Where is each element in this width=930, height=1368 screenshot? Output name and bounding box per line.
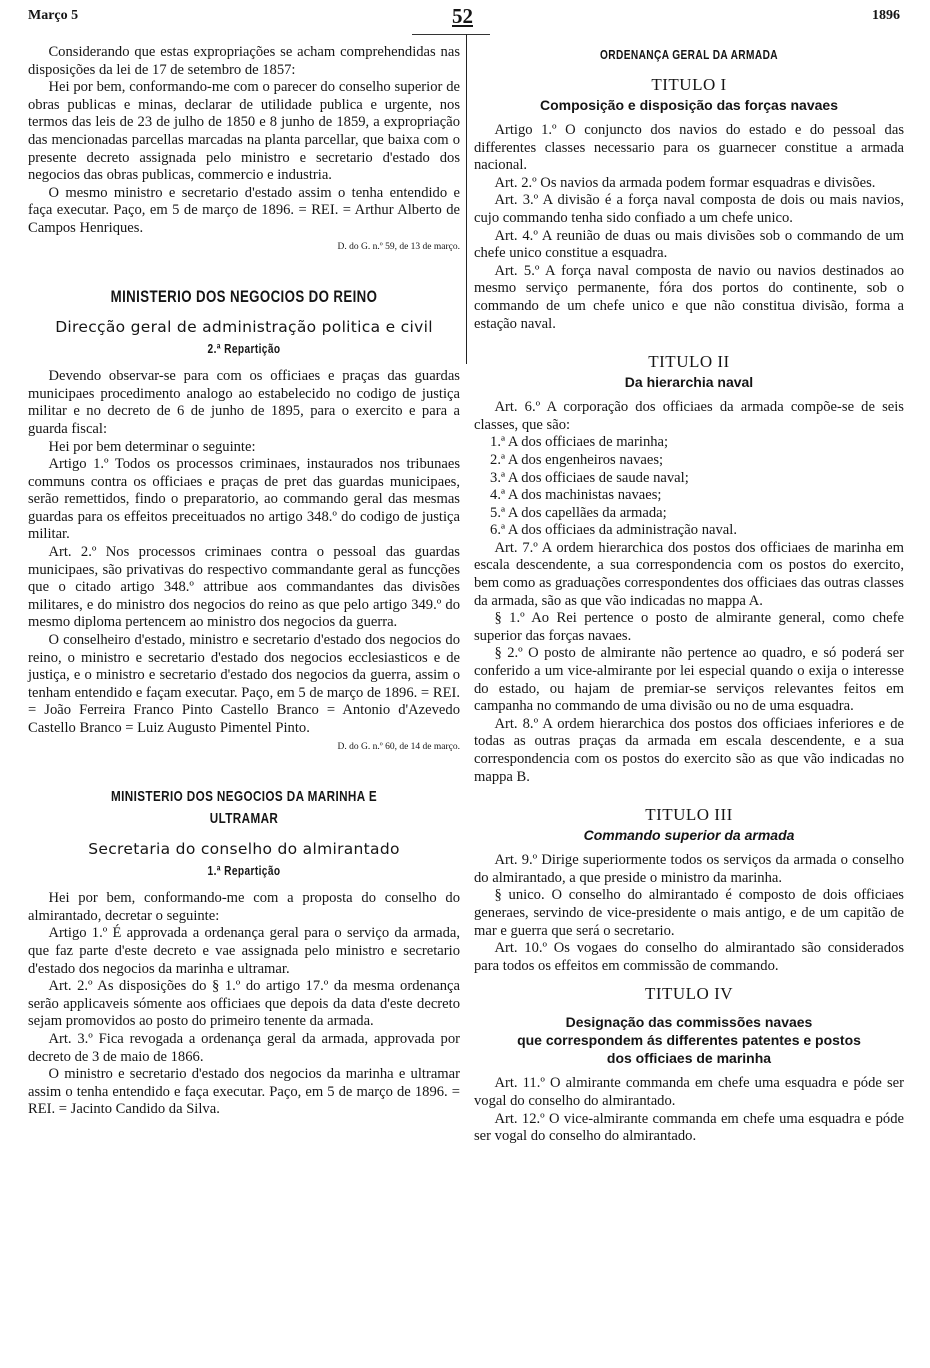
article: Art. 4.º A reunião de duas ou mais divisões sob o commando de um chefe unico constitue a esquadra.: [474, 227, 904, 262]
article: Art. 6.º A corporação dos officiaes da armada compõe-se de seis classes, que são:: [474, 399, 904, 433]
article-paragraph: § 2.º O posto de almirante não pertence ao quadro, e só poderá ser conferido a um vice-almirante por lei especial quando o exija o interesse do estado, ou hajam de premiar-se serviços relevantes feitos em campanha no commando de uma divisão ou no de uma esquadra.: [474, 645, 904, 715]
column-divider: [466, 34, 467, 364]
paragraph: Hei por bem determinar o seguinte:: [48, 438, 256, 455]
article: Art. 9.º Dirige superiormente todos os serviços da armada o conselho do almirantado, a que preside o ministro da marinha.: [474, 852, 904, 886]
paragraph: O conselheiro d'estado, ministro e secretario d'estado dos negocios do reino, o ministro e secretario d'estado dos negocios ecclesiasticos e de justiça, e o ministro e secretario d'estado dos negocios da guerra, assim o tenham entendido e façam executar. Paço, em 5 de março de 1896. = REI. = João Ferreira Franco Pinto Castello Branco = Antonio d'Azevedo Castello Branco = Luiz Augusto Pimentel Pinto.: [28, 632, 460, 736]
article: Art. 10.º Os vogaes do conselho do almirantado são considerados para todos os effeitos em commissão de commando.: [474, 940, 904, 974]
header-year: 1896: [872, 8, 900, 23]
article-paragraph: § unico. O conselho do almirantado é composto de dois officiaes generaes, servindo de vice-presidente o mais antigo, e de um capitão de mar e guerra que será o secretario.: [474, 887, 904, 939]
secretariat-heading: Secretaria do conselho do almirantado: [88, 840, 400, 859]
article: Artigo 1.º O conjuncto dos navios do estado e do pessoal das differentes classes necessario para os guarnecer constitue a armada nacional.: [474, 122, 904, 174]
page-number: 52: [452, 4, 473, 28]
article: Art. 5.º A força naval composta de navio ou navios destinados ao mesmo serviço permanente, fóra dos portos do continente, sob o commando de um chefe unico e que não constitua divisão, forma a estação naval.: [474, 262, 904, 332]
department-heading: 1.ª Repartição: [207, 863, 281, 879]
publication-reference: D. do G. n.º 59, de 13 de março.: [337, 241, 460, 252]
title-subheading: que correspondem ás differentes patentes e postos: [517, 1032, 861, 1049]
title-heading: TITULO IV: [644, 984, 734, 1004]
title-subheading: Commando superior da armada: [583, 827, 795, 844]
paragraph: Considerando que estas expropriações se acham comprehendidas nas disposições da lei de 17 de setembro de 1857:: [28, 44, 460, 78]
paragraph: Artigo 1.º É approvada a ordenança geral para o serviço da armada, que faz parte d'este decreto e vae assignada pelo ministro e secretario d'estado dos negocios da marinha e ultramar.: [28, 925, 460, 977]
publication-reference: D. do G. n.º 60, de 14 de março.: [337, 741, 460, 752]
header-date: Março 5: [28, 8, 79, 23]
paragraph: Art. 3.º Fica revogada a ordenança geral da armada, approvada por decreto de 3 de maio de 1866.: [28, 1030, 460, 1065]
paragraph: O ministro e secretario d'estado dos negocios da marinha e ultramar assim o tenha entendido e faça executar. Paço, em 5 de março de 1896. = REI. = Jacinto Candido da Silva.: [28, 1066, 460, 1118]
paragraph: Artigo 1.º Todos os processos criminaes, instaurados nos tribunaes communs contra os officiaes e praças de pret das guardas municipaes, serão remettidos, findo o preparatorio, ao commando geral das mesmas guardas para os effeitos preceituados no artigo 348.º do codigo de justiça militar.: [28, 456, 460, 543]
left-column: [28, 44, 460, 1119]
officer-classes-list: [474, 434, 904, 540]
article: Art. 3.º A divisão é a força naval composta de dois ou mais navios, cujo commando tenha sido confiado a um chefe unico.: [474, 192, 904, 226]
department-heading: 2.ª Repartição: [207, 341, 281, 357]
list-item: 5.ª A dos capellães da armada;: [490, 504, 667, 521]
article: Art. 2.º Os navios da armada podem formar esquadras e divisões.: [494, 174, 876, 191]
article: Art. 7.º A ordem hierarchica dos postos dos officiaes de marinha em escala descendente, a sua correspondencia com os postos do exercito, bem como as graduações correspondentes dos officiaes das outras classes da armada, são as que vão indicadas no mappa A.: [474, 539, 904, 609]
directorate-heading: Direcção geral de administração politica e civil: [55, 318, 433, 337]
title-heading: TITULO I: [651, 75, 727, 94]
title-subheading: Composição e disposição das forças navaes: [539, 97, 838, 113]
header-rule: [412, 34, 490, 35]
list-item: 1.ª A dos officiaes de marinha;: [490, 434, 669, 451]
list-item: 4.ª A dos machinistas navaes;: [490, 487, 662, 504]
article-paragraph: § 1.º Ao Rei pertence o posto de almirante general, como chefe superior das forças navaes.: [474, 610, 904, 644]
article: Art. 8.º A ordem hierarchica dos postos dos officiaes inferiores e de todas as outras praças da armada em escala descendente, e a sua correspondencia com os postos do exercito são as que vão indicadas no mappa B.: [474, 715, 904, 785]
title-subheading: Designação das commissões navaes: [565, 1014, 813, 1031]
right-column: [474, 44, 904, 1146]
paragraph: Devendo observar-se para com os officiaes e praças das guardas municipaes procedimento analogo ao estabelecido no codigo de justiça militar e no decreto de 6 de junho de 1895, para o exercito e para a guarda fiscal:: [28, 368, 460, 437]
ministry-heading: MINISTERIO DOS NEGOCIOS DA MARINHA E ULTRAMAR: [110, 788, 378, 828]
title-subheading: Da hierarchia naval: [624, 374, 754, 391]
paragraph: Art. 2.º Nos processos criminaes contra o pessoal das guardas municipaes, são privativas do respectivo commandante geral as funcções que o citado artigo 348.º attribue aos commandantes das divisões militares, e do ministro dos negocios do reino as que pelo artigo 349.º do mesmo diploma pertencem ao ministro dos negocios da guerra.: [28, 544, 460, 631]
paragraph: Hei por bem, conformando-me com a proposta do conselho do almirantado, decretar o seguinte:: [28, 890, 460, 924]
ministry-heading: MINISTERIO DOS NEGOCIOS DO REINO: [110, 287, 378, 307]
title-heading: TITULO III: [645, 805, 733, 825]
title-subheading: dos officiaes de marinha: [606, 1050, 772, 1067]
ordinance-heading: ORDENANÇA GERAL DA ARMADA: [599, 47, 778, 62]
paragraph: Art. 2.º As disposições do § 1.º do artigo 17.º da mesma ordenança serão applicaveis sómente aos officiaes que depois da data d'este decreto sejam promovidos ao posto do primeiro tenente da armada.: [28, 978, 460, 1030]
article: Art. 12.º O vice-almirante commanda em chefe uma esquadra e póde ser vogal do conselho do almirantado.: [474, 1110, 904, 1145]
article: Art. 11.º O almirante commanda em chefe uma esquadra e póde ser vogal do conselho do almirantado.: [474, 1075, 904, 1109]
list-item: 2.ª A dos engenheiros navaes;: [490, 451, 664, 468]
list-item: 6.ª A dos officiaes da administração naval.: [490, 522, 737, 539]
title-heading: TITULO II: [648, 352, 730, 372]
paragraph: Hei por bem, conformando-me com o parecer do conselho superior de obras publicas e minas, declarar de utilidade publica e urgente, nos termos das leis de 23 de julho de 1850 e 8 junho de 1859, a expropriação das mencionadas parcellas marcadas na planta parcellar, que baixa com o presente decreto assignada pelo ministro e secretario d'estado dos negocios das obras publicas, commercio e industria.: [28, 79, 460, 184]
list-item: 3.ª A dos officiaes de saude naval;: [490, 469, 689, 486]
paragraph: O mesmo ministro e secretario d'estado assim o tenha entendido e faça executar. Paço, em 5 de março de 1896. = REI. = Arthur Alberto de Campos Henriques.: [28, 184, 460, 236]
